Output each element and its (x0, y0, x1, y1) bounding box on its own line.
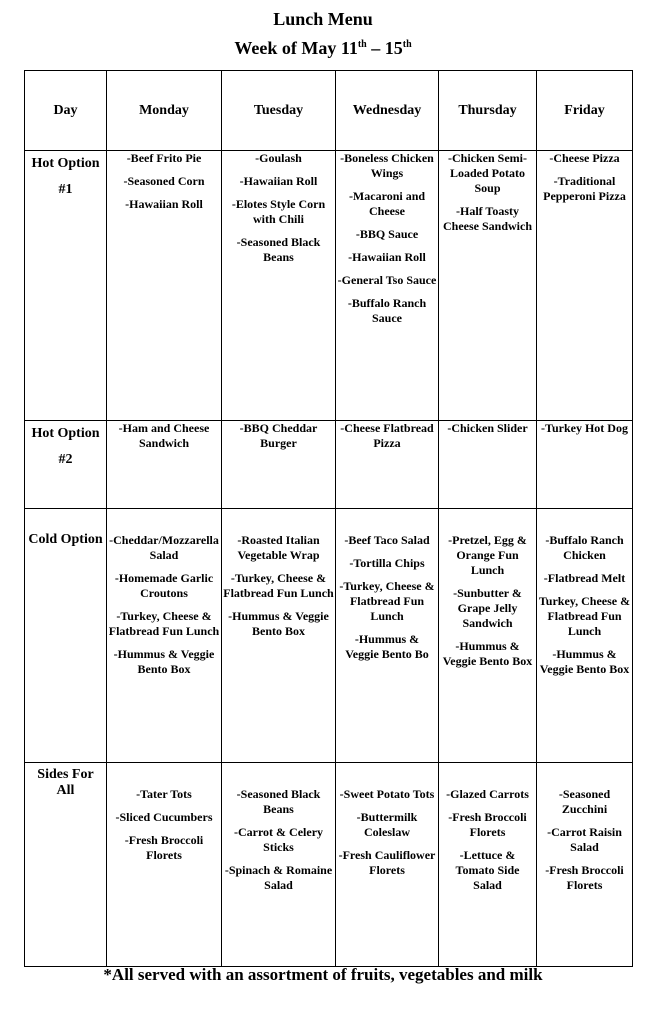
menu-item: -Turkey, Cheese & Flatbread Fun Lunch (223, 571, 334, 600)
menu-cell-monday (107, 509, 222, 763)
menu-item: -Carrot Raisin Salad (547, 825, 622, 854)
menu-item: -Hummus & Veggie Bento Bo (345, 632, 429, 661)
menu-item: -Glazed Carrots (446, 787, 529, 801)
menu-cell-friday (537, 151, 633, 421)
menu-cell-thursday (439, 763, 537, 967)
row-sides-for-all (25, 763, 633, 967)
menu-title: Lunch Menu (273, 9, 373, 29)
menu-item: -Roasted Italian Vegetable Wrap (237, 533, 320, 562)
column-header-thursday: Thursday (439, 71, 537, 151)
menu-item: -Pretzel, Egg & Orange Fun Lunch (448, 533, 527, 577)
menu-cell-thursday (439, 421, 537, 509)
row-hot-option-1 (25, 151, 633, 421)
menu-item: -Lettuce & Tomato Side Salad (455, 848, 520, 892)
menu-item: -BBQ Cheddar Burger (239, 421, 318, 450)
menu-item: -Hummus & Veggie Bento Box (539, 647, 630, 676)
row-label (25, 509, 107, 763)
row-label-line: Hot Option (31, 156, 100, 171)
menu-item: -Sliced Cucumbers (115, 810, 213, 824)
menu-item: -Seasoned Zucchini (558, 787, 611, 816)
week-sup-start: th (357, 39, 367, 50)
row-label-line: #2 (58, 452, 73, 467)
menu-cell-friday (537, 763, 633, 967)
menu-item: -Hawaiian Roll (239, 174, 318, 188)
menu-cell-monday (107, 763, 222, 967)
menu-cell-friday (537, 421, 633, 509)
week-prefix: Week of May 11 (234, 38, 358, 58)
menu-item: -Seasoned Corn (123, 174, 205, 188)
menu-item: -Sunbutter & Grape Jelly Sandwich (453, 586, 522, 630)
menu-cell-monday (107, 421, 222, 509)
menu-cell-thursday (439, 151, 537, 421)
week-sup-end: th (402, 39, 412, 50)
lunch-menu-table (24, 70, 633, 967)
menu-item: -Cheddar/Mozzarella Salad (109, 533, 219, 562)
menu-item: -Seasoned Black Beans (236, 787, 321, 816)
menu-cell-tuesday (222, 151, 336, 421)
menu-item: -Tater Tots (136, 787, 192, 801)
menu-item: -Tortilla Chips (349, 556, 425, 570)
menu-item: -Fresh Broccoli Florets (545, 863, 624, 892)
menu-item: -Fresh Broccoli Florets (124, 833, 204, 862)
menu-item: -Chicken Slider (447, 421, 528, 435)
column-header-monday: Monday (107, 71, 222, 151)
menu-cell-thursday (439, 509, 537, 763)
menu-item: -Hawaiian Roll (348, 250, 426, 264)
menu-item: -Sweet Potato Tots (339, 787, 435, 801)
menu-item: -Seasoned Black Beans (236, 235, 321, 264)
footer-note: *All served with an assortment of fruits, vegetables and milk (103, 965, 543, 984)
menu-cell-tuesday (222, 421, 336, 509)
row-label-line: Hot Option (31, 426, 100, 441)
menu-item: -Turkey, Cheese & Flatbread Fun Lunch (339, 579, 435, 623)
menu-item: Turkey, Cheese & Flatbread Fun Lunch (538, 594, 631, 638)
menu-item: -Cheese Flatbread Pizza (340, 421, 434, 450)
week-mid: – 15 (366, 38, 403, 58)
menu-item: -Hummus & Veggie Bento Box (113, 647, 215, 676)
menu-cell-wednesday (336, 763, 439, 967)
menu-item: -Fresh Broccoli Florets (448, 810, 527, 839)
menu-item: -Flatbread Melt (543, 571, 626, 585)
row-label (25, 421, 107, 509)
menu-item: -Buffalo Ranch Sauce (347, 296, 427, 325)
row-label-line: #1 (58, 182, 73, 197)
menu-item: -BBQ Sauce (355, 227, 419, 241)
row-cold-option (25, 509, 633, 763)
column-header-day: Day (25, 71, 107, 151)
column-header-wednesday: Wednesday (336, 71, 439, 151)
menu-item: -Fresh Cauliflower Florets (338, 848, 436, 877)
menu-item: -Elotes Style Corn with Chili (231, 197, 326, 226)
menu-item: -Hawaiian Roll (125, 197, 203, 211)
menu-item: -Turkey Hot Dog (541, 421, 628, 435)
menu-cell-tuesday (222, 509, 336, 763)
row-hot-option-2 (25, 421, 633, 509)
row-label (25, 763, 107, 967)
header-row (25, 71, 633, 151)
menu-item: -Macaroni and Cheese (348, 189, 426, 218)
menu-cell-monday (107, 151, 222, 421)
menu-item: -Buttermilk Coleslaw (356, 810, 418, 839)
menu-item: -Boneless Chicken Wings (340, 151, 434, 180)
menu-item: -Beef Taco Salad (344, 533, 430, 547)
menu-item: -Beef Frito Pie (126, 151, 202, 165)
row-label (25, 151, 107, 421)
menu-item: -Hummus & Veggie Bento Box (228, 609, 329, 638)
menu-item: -Carrot & Celery Sticks (233, 825, 324, 854)
menu-cell-wednesday (336, 151, 439, 421)
menu-cell-wednesday (336, 509, 439, 763)
row-label-line: All (56, 783, 75, 798)
menu-item: -Goulash (255, 151, 302, 165)
menu-item: -Ham and Cheese Sandwich (118, 421, 210, 450)
column-header-tuesday: Tuesday (222, 71, 336, 151)
menu-cell-wednesday (336, 421, 439, 509)
menu-item: -General Tso Sauce (337, 273, 437, 287)
menu-item: -Chicken Semi-Loaded Potato Soup (448, 151, 527, 195)
menu-cell-tuesday (222, 763, 336, 967)
menu-item: -Traditional Pepperoni Pizza (543, 174, 626, 203)
column-header-friday: Friday (537, 71, 633, 151)
menu-item: -Turkey, Cheese & Flatbread Fun Lunch (108, 609, 220, 638)
row-label-line: Sides For (37, 767, 94, 782)
menu-item: -Buffalo Ranch Chicken (545, 533, 624, 562)
menu-cell-friday (537, 509, 633, 763)
menu-item: -Cheese Pizza (549, 151, 620, 165)
menu-item: -Homemade Garlic Croutons (114, 571, 214, 600)
menu-item: -Hummus & Veggie Bento Box (442, 639, 533, 668)
menu-item: -Half Toasty Cheese Sandwich (442, 204, 532, 233)
row-label-line: Cold Option (28, 532, 103, 547)
menu-item: -Spinach & Romaine Salad (224, 863, 333, 892)
week-subtitle (0, 38, 646, 59)
